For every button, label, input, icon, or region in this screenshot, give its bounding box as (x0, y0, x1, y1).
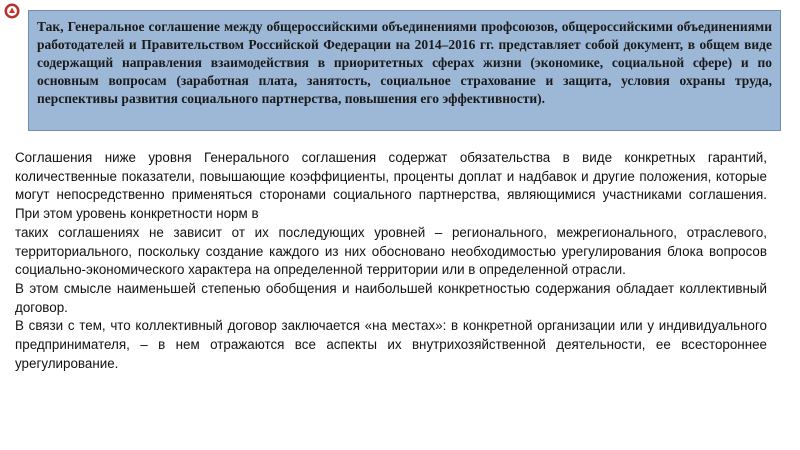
general-agreement-box (28, 10, 781, 131)
paragraph-lower-level-agreements: Соглашения ниже уровня Генерального соглашения содержат обязательства в виде конкретных гарантий, количественные показатели, повышающие коэффициенты, проценты доплат и надбавок и другие положения, которые могут непосредственно применяться сторонами социального партнерства, являющимися участниками соглашения. При этом уровень конкретности норм в (15, 150, 767, 222)
body-text (15, 149, 767, 373)
paragraph-concreteness-levels: таких соглашениях не зависит от их последующих уровней – регионального, межрегионального, отраслевого, территориального, поскольку создание каждого из них обосновано необходимостью урегулирования блока вопросов социально-экономического характера на определенной территории или в определенной отрасли. (15, 224, 767, 278)
paragraph-local-agreement: В связи с тем, что коллективный договор заключается «на местах»: в конкретной организации или у индивидуального предпринимателя, – в нем отражаются все аспекты их внутрихозяйственной деятельности, ее всестороннее урегулирование. (15, 318, 767, 371)
general-agreement-text: Так, Генеральное соглашение между общероссийскими объединениями профсоюзов, общероссийскими объединениями работодателей и Правительством Российской Федерации на 2014–2016 гг. представляет собой документ, в общем виде содержащий направления взаимодействия в приоритетных сферах жизни (экономике, социальной сфере) и по основным вопросам (заработная плата, занятость, социальное страхование и защита, условия охраны труда, перспективы развития социального партнерства, повышения его эффективности). (37, 19, 772, 106)
emblem-icon (4, 3, 20, 19)
paragraph-collective-agreement: В этом смысле наименьшей степенью обобщения и наибольшей конкретностью содержания обладает коллективный договор. (15, 280, 767, 315)
